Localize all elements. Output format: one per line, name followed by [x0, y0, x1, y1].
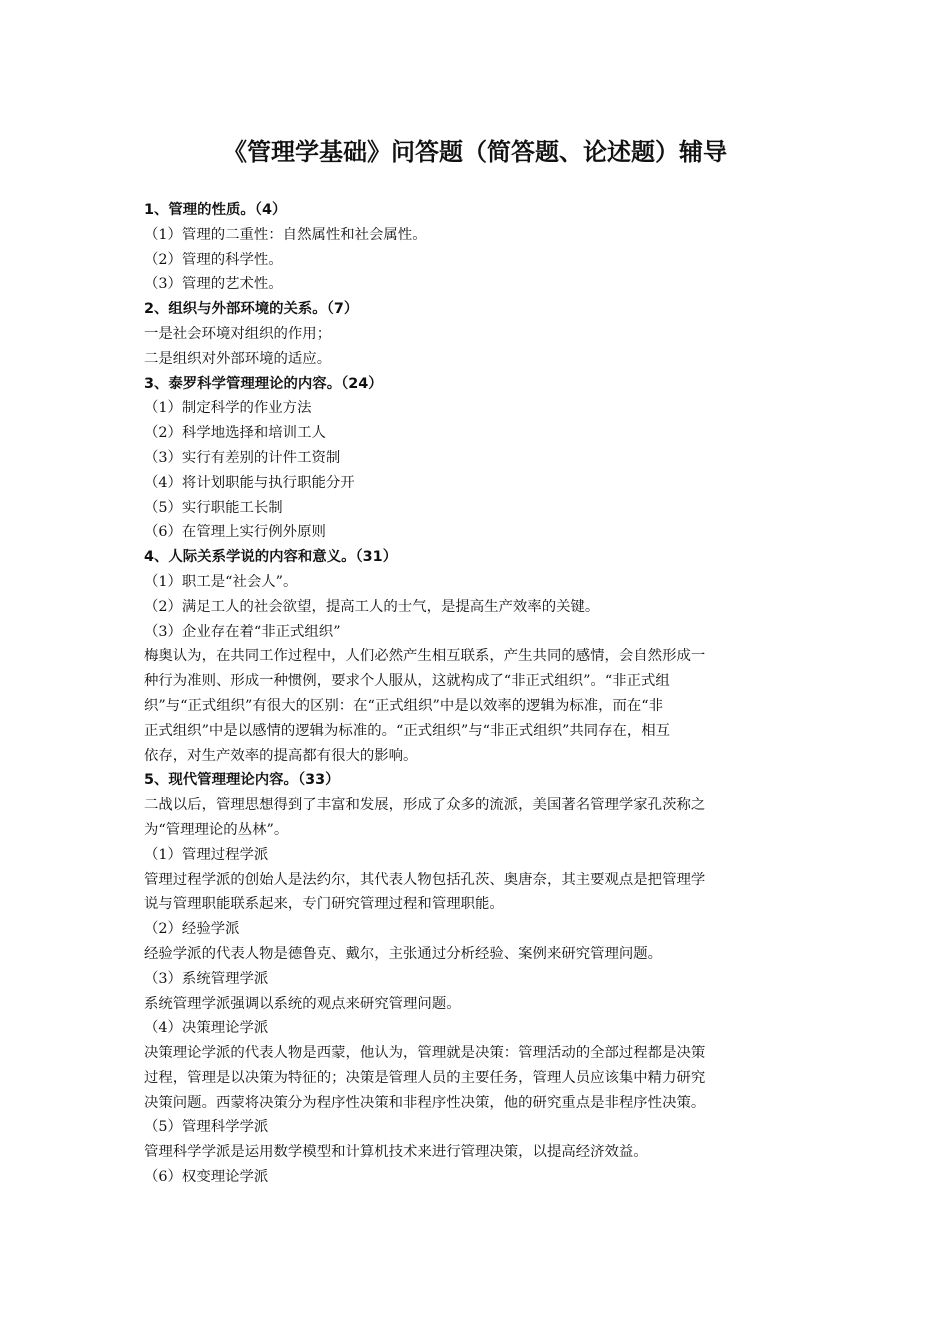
document-title: 《管理学基础》问答题（简答题、论述题）辅导 — [223, 138, 727, 166]
question-1-heading: 1、管理的性质。（4） — [144, 202, 287, 218]
list-item: （1）制定科学的作业方法 — [144, 400, 312, 417]
list-item: （3）实行有差别的计件工资制 — [144, 449, 341, 466]
list-item: （2）满足工人的社会欲望，提高工人的士气，是提高生产效率的关键。 — [144, 598, 600, 615]
list-item: （4）将计划职能与执行职能分开 — [144, 474, 355, 491]
paragraph-line: 为“管理理论的丛林”。 — [144, 821, 289, 838]
paragraph-line: 种行为准则、形成一种惯例，要求个人服从，这就构成了“非正式组织”。“非正式组 — [144, 673, 670, 690]
paragraph-line: 经验学派的代表人物是德鲁克、戴尔，主张通过分析经验、案例来研究管理问题。 — [144, 945, 663, 962]
list-item: 一是社会环境对组织的作用； — [144, 325, 332, 342]
paragraph-line: 过程，管理是以决策为特征的；决策是管理人员的主要任务，管理人员应该集中精力研究 — [144, 1069, 706, 1086]
list-item: （3）管理的艺术性。 — [144, 276, 283, 293]
list-item: 二是组织对外部环境的适应。 — [144, 350, 332, 367]
subsection-label: （5）管理科学学派 — [144, 1119, 269, 1136]
subsection-label: （2）经验学派 — [144, 921, 240, 938]
list-item: （1）职工是“社会人”。 — [144, 573, 298, 590]
list-item: （6）在管理上实行例外原则 — [144, 524, 326, 541]
document-body — [144, 198, 804, 1190]
subsection-label: （3）系统管理学派 — [144, 970, 269, 987]
paragraph-line: 管理科学学派是运用数学模型和计算机技术来进行管理决策，以提高经济效益。 — [144, 1144, 648, 1161]
paragraph-line: 二战以后，管理思想得到了丰富和发展，形成了众多的流派，美国著名管理学家孔茨称之 — [144, 797, 706, 814]
question-4-heading: 4、人际关系学说的内容和意义。（31） — [144, 549, 398, 566]
subsection-label: （6）权变理论学派 — [144, 1169, 269, 1186]
question-2-heading: 2、组织与外部环境的关系。（7） — [144, 301, 359, 318]
question-5-heading: 5、现代管理理论内容。（33） — [144, 772, 340, 789]
subsection-label: （4）决策理论学派 — [144, 1020, 269, 1037]
paragraph-line: 说与管理职能联系起来，专门研究管理过程和管理职能。 — [144, 896, 504, 913]
paragraph-line: 决策理论学派的代表人物是西蒙，他认为，管理就是决策：管理活动的全部过程都是决策 — [144, 1045, 706, 1062]
paragraph-line: 织”与“正式组织”有很大的区别：在“正式组织”中是以效率的逻辑为标准，而在“非 — [144, 697, 664, 714]
subsection-label: （1）管理过程学派 — [144, 846, 269, 863]
question-3-heading: 3、泰罗科学管理理论的内容。（24） — [144, 375, 383, 392]
paragraph-line: 管理过程学派的创始人是法约尔，其代表人物包括孔茨、奥唐奈，其主要观点是把管理学 — [144, 871, 706, 888]
list-item: （3）企业存在着“非正式组织” — [144, 623, 341, 640]
paragraph-line: 决策问题。西蒙将决策分为程序性决策和非程序性决策，他的研究重点是非程序性决策。 — [144, 1094, 706, 1111]
paragraph-line: 梅奥认为，在共同工作过程中，人们必然产生相互联系，产生共同的感情，会自然形成一 — [144, 648, 706, 665]
list-item: （1）管理的二重性：自然属性和社会属性。 — [144, 226, 427, 243]
list-item: （2）管理的科学性。 — [144, 251, 283, 268]
list-item: （5）实行职能工长制 — [144, 499, 283, 516]
list-item: （2）科学地选择和培训工人 — [144, 425, 326, 442]
paragraph-line: 依存，对生产效率的提高都有很大的影响。 — [144, 747, 418, 764]
paragraph-line: 系统管理学派强调以系统的观点来研究管理问题。 — [144, 995, 461, 1012]
paragraph-line: 正式组织”中是以感情的逻辑为标准的。“正式组织”与“非正式组织”共同存在，相互 — [144, 722, 671, 739]
